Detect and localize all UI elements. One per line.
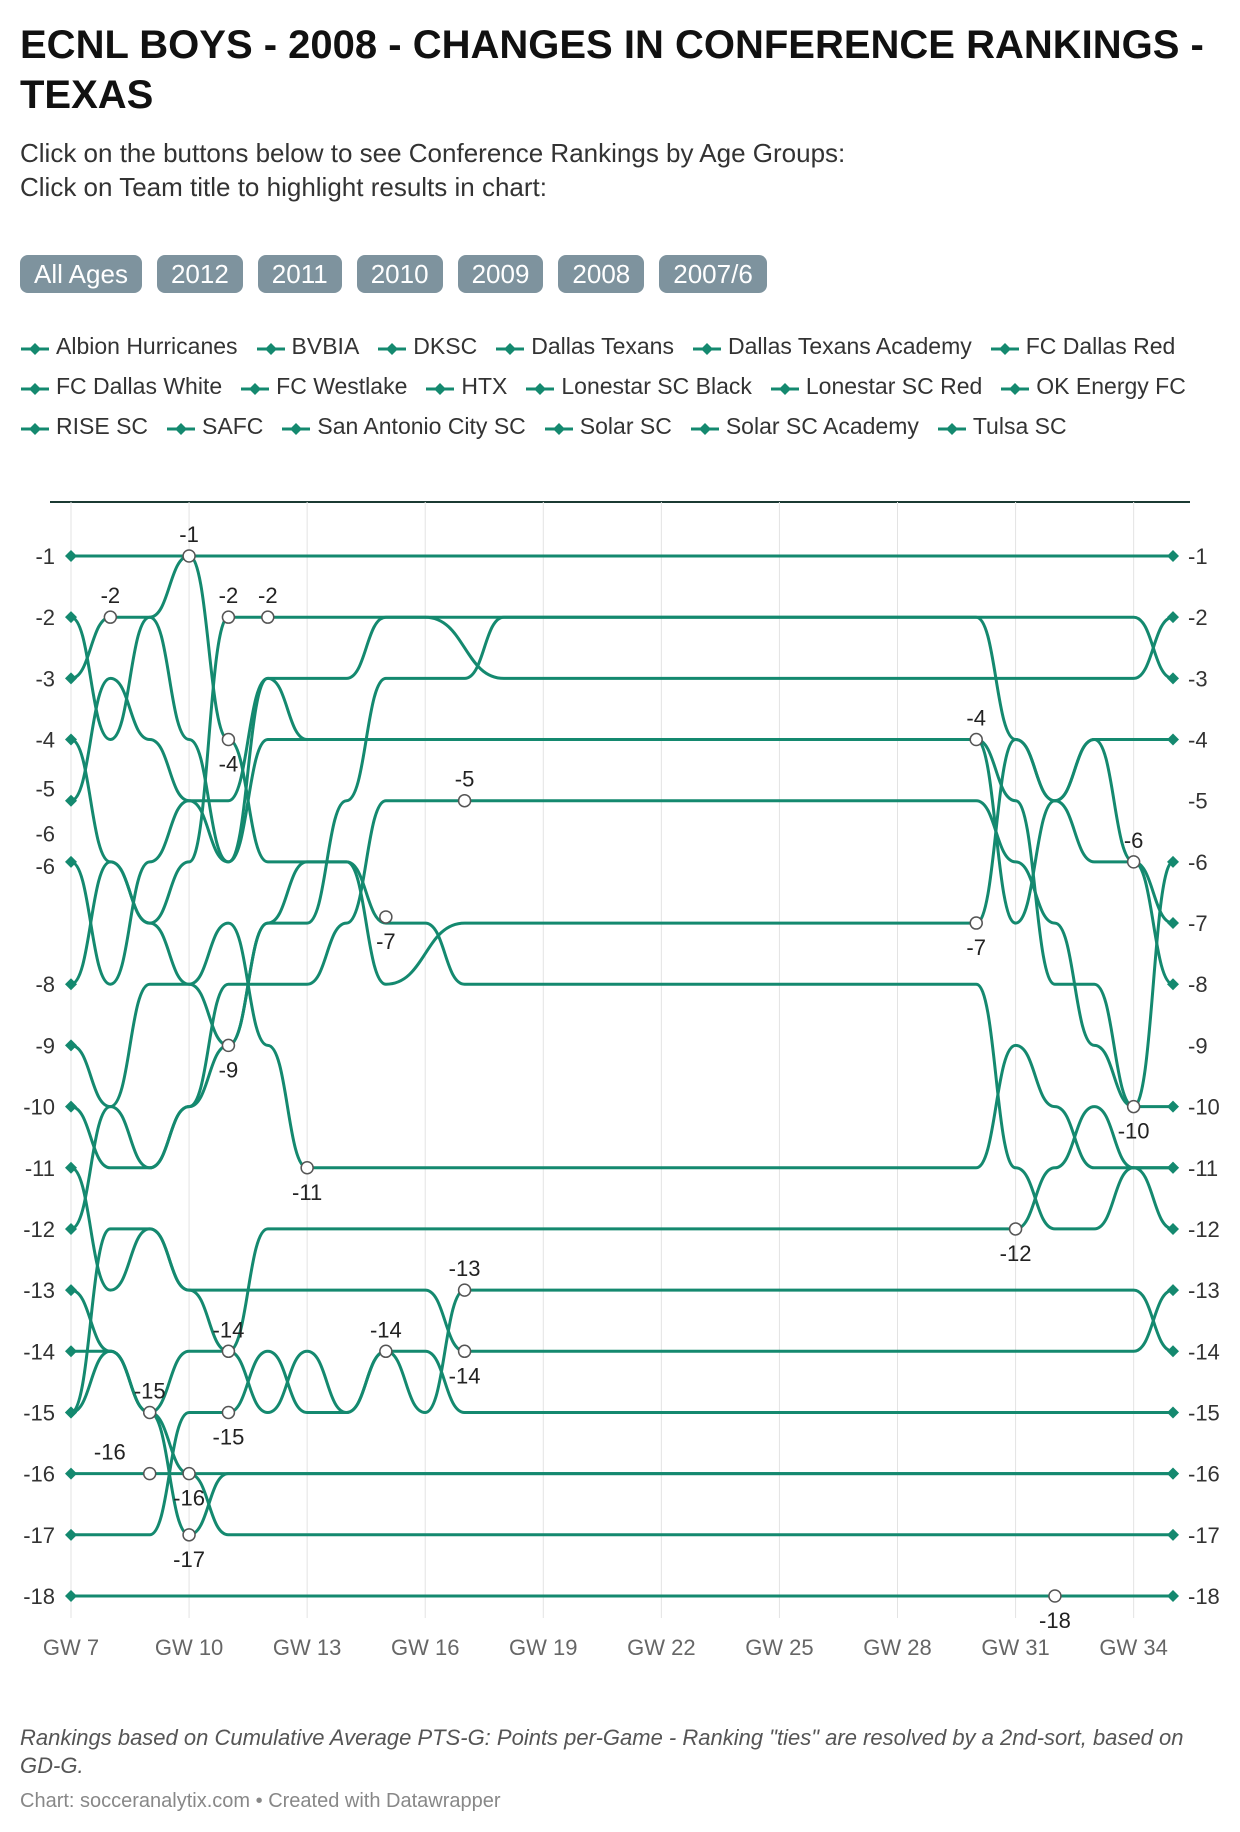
y-tick-label-left: -4: [35, 727, 55, 753]
legend-swatch: [770, 382, 800, 396]
annotation-label: -12: [999, 1240, 1032, 1266]
annotations: [94, 522, 1150, 1633]
series-end-marker: [1167, 1406, 1179, 1418]
annotation-label: -4: [218, 751, 239, 777]
legend-item-san-antonio-city-sc[interactable]: [281, 413, 525, 439]
legend-swatch: [937, 422, 967, 436]
annotation-marker: [970, 734, 982, 746]
annotation-marker: [222, 1406, 234, 1418]
annotation-marker: [183, 1529, 195, 1541]
y-tick-label-right: -14: [1188, 1339, 1220, 1365]
annotation-label: -5: [454, 766, 475, 792]
legend-label: FC Dallas White: [56, 373, 223, 399]
annotation-marker: [262, 611, 274, 623]
y-tick-label-right: -2: [1188, 605, 1208, 631]
series-albion-hurricanes[interactable]: [65, 550, 1179, 562]
button-2007-6[interactable]: 2007/6: [659, 255, 767, 293]
x-tick-label: GW 31: [981, 1635, 1050, 1660]
legend-label: DKSC: [413, 333, 478, 359]
legend: [20, 326, 1215, 446]
annotation-marker: [459, 1284, 471, 1296]
button-2012[interactable]: 2012: [157, 255, 243, 293]
button-2009[interactable]: 2009: [458, 255, 544, 293]
annotation-label: -9: [218, 1057, 239, 1083]
button-all-ages[interactable]: All Ages: [20, 255, 142, 293]
y-tick-label-left: -17: [23, 1522, 55, 1548]
annotation-label: -14: [369, 1317, 402, 1343]
series-tulsa-sc[interactable]: [65, 1590, 1179, 1602]
y-tick-label-left: -1: [35, 544, 55, 569]
annotation-label: -16: [173, 1485, 205, 1511]
series-line[interactable]: [71, 617, 1173, 1045]
y-tick-label-right: -16: [1188, 1461, 1220, 1487]
legend-item-lonestar-sc-black[interactable]: [525, 373, 751, 399]
legend-swatch: [166, 422, 196, 436]
y-tick-label-left: -14: [23, 1339, 55, 1365]
annotation-marker: [1128, 856, 1140, 868]
y-tick-label-right: -15: [1188, 1400, 1220, 1426]
annotation-label: -2: [218, 583, 239, 609]
legend-item-rise-sc[interactable]: [20, 413, 148, 439]
y-tick-label-left: -2: [35, 605, 55, 631]
y-tick-label-left: -12: [23, 1216, 55, 1242]
legend-swatch: [425, 382, 455, 396]
y-axis-left: [23, 544, 55, 1609]
legend-label: Dallas Texans Academy: [727, 333, 972, 359]
y-tick-label-right: -5: [1188, 788, 1208, 814]
y-tick-label-right: -11: [1188, 1155, 1219, 1181]
legend-swatch: [20, 342, 50, 356]
series-start-marker: [65, 1284, 77, 1296]
series-end-marker: [1167, 550, 1179, 562]
x-tick-label: GW 16: [390, 1635, 460, 1660]
y-tick-label-right: -12: [1188, 1216, 1220, 1242]
annotation-label: -4: [966, 705, 986, 731]
annotation-label: -11: [292, 1179, 323, 1205]
annotation-marker: [183, 550, 195, 562]
legend-item-dallas-texans-academy[interactable]: [692, 333, 972, 359]
annotation-marker: [1010, 1223, 1022, 1235]
legend-label: Solar SC Academy: [725, 413, 919, 439]
button-2011[interactable]: 2011: [258, 255, 342, 293]
series-end-marker: [1167, 917, 1179, 929]
legend-item-solar-sc-academy[interactable]: [690, 413, 919, 439]
annotation-marker: [144, 1468, 156, 1480]
x-tick-label: GW 28: [863, 1635, 932, 1660]
legend-item-safc[interactable]: [166, 413, 263, 439]
series-dallas-texans-academy[interactable]: [65, 611, 1179, 807]
legend-swatch: [20, 382, 50, 396]
y-tick-label-left: -11: [24, 1155, 55, 1181]
legend-item-ok-energy-fc[interactable]: [1000, 373, 1186, 399]
annotation-marker: [380, 911, 392, 923]
description-line-2: Click on Team title to highlight results in chart:: [20, 172, 547, 202]
legend-item-dallas-texans[interactable]: [495, 333, 674, 359]
legend-swatch: [692, 342, 722, 356]
legend-swatch: [990, 342, 1020, 356]
x-tick-label: GW 34: [1099, 1635, 1168, 1660]
annotation-label: -2: [258, 583, 278, 609]
legend-label: FC Dallas Red: [1025, 333, 1176, 359]
y-tick-label-right: -10: [1188, 1094, 1220, 1120]
series-san-antonio-city-sc[interactable]: [65, 1468, 1179, 1480]
legend-item-albion-hurricanes[interactable]: [20, 333, 238, 359]
annotation-label: -7: [376, 928, 396, 954]
chart-source: Chart: socceranalytix.com • Created with Datawrapper: [20, 1790, 501, 1812]
y-tick-label-right: -6: [1188, 849, 1208, 875]
y-tick-label-left: -10: [23, 1094, 55, 1120]
chart-title: ECNL BOYS - 2008 - CHANGES IN CONFERENCE RANKINGS - TEXAS: [20, 23, 1204, 117]
series-end-marker: [1167, 1284, 1179, 1296]
series-start-marker: [65, 550, 77, 562]
legend-item-lonestar-sc-red[interactable]: [770, 373, 982, 399]
x-tick-label: GW 22: [627, 1635, 696, 1660]
y-axis-right: [1188, 544, 1220, 1609]
legend-item-fc-dallas-red[interactable]: [990, 333, 1176, 359]
description: [20, 136, 1200, 204]
series-start-marker: [65, 1468, 77, 1480]
series-end-marker: [1167, 1162, 1179, 1174]
annotation-marker: [222, 611, 234, 623]
legend-label: Tulsa SC: [972, 413, 1067, 439]
annotation-marker: [1049, 1590, 1061, 1602]
age-group-buttons: [20, 255, 767, 293]
annotation-marker: [970, 917, 982, 929]
y-tick-label-left: -6: [35, 821, 55, 847]
legend-label: OK Energy FC: [1036, 373, 1186, 399]
y-tick-label-right: -17: [1188, 1522, 1220, 1548]
series-start-marker: [65, 1345, 77, 1357]
legend-label: San Antonio City SC: [317, 413, 526, 439]
annotation-marker: [459, 1345, 471, 1357]
legend-label: HTX: [461, 373, 508, 399]
y-tick-label-right: -1: [1188, 544, 1208, 569]
annotation-label: -17: [173, 1546, 205, 1572]
annotation-label: -1: [179, 522, 199, 547]
legend-label: Solar SC: [579, 413, 672, 439]
series-start-marker: [65, 672, 77, 684]
legend-item-solar-sc[interactable]: [544, 413, 672, 439]
y-tick-label-left: -8: [35, 972, 55, 998]
legend-swatch: [377, 342, 407, 356]
annotation-marker: [222, 1345, 234, 1357]
annotation-label: -18: [1039, 1608, 1071, 1633]
legend-swatch: [495, 342, 525, 356]
annotation-label: -6: [1123, 827, 1144, 853]
description-line-1: Click on the buttons below to see Conference Rankings by Age Groups:: [20, 138, 846, 168]
y-tick-label-left: -18: [23, 1584, 55, 1609]
x-tick-label: GW 10: [154, 1635, 224, 1660]
series-dallas-texans[interactable]: [65, 617, 1179, 1045]
legend-item-dksc[interactable]: [377, 333, 477, 359]
annotation-marker: [222, 1039, 234, 1051]
y-tick-label-right: -4: [1188, 727, 1208, 753]
chart-notes: Rankings based on Cumulative Average PTS-G: Points per-Game - Ranking "ties" are resolved by a 2nd-sort, based on GD-G.: [20, 1725, 1184, 1778]
y-tick-label-left: -9: [35, 1033, 55, 1059]
legend-item-bvbia[interactable]: [256, 333, 360, 359]
legend-item-htx[interactable]: [425, 373, 507, 399]
legend-swatch: [525, 382, 555, 396]
annotation-marker: [301, 1162, 313, 1174]
x-tick-label: GW 19: [509, 1635, 578, 1660]
y-tick-label-left: -3: [35, 666, 55, 692]
y-tick-label-left: -16: [23, 1461, 55, 1487]
series-fc-dallas-white[interactable]: [65, 617, 1179, 990]
series-end-marker: [1167, 1529, 1179, 1541]
annotation-marker: [144, 1406, 156, 1418]
y-tick-label-right: -7: [1188, 911, 1208, 937]
y-tick-label-left: -6: [35, 853, 55, 879]
legend-swatch: [240, 382, 270, 396]
series-end-marker: [1167, 1101, 1179, 1113]
series-start-marker: [65, 1590, 77, 1602]
annotation-marker: [459, 795, 471, 807]
x-tick-label: GW 13: [272, 1635, 342, 1660]
legend-item-tulsa-sc[interactable]: [937, 413, 1067, 439]
legend-item-fc-dallas-white[interactable]: [20, 373, 222, 399]
y-tick-label-left: -5: [35, 776, 55, 802]
series-end-marker: [1167, 1468, 1179, 1480]
series-end-marker: [1167, 1223, 1179, 1235]
legend-label: Lonestar SC Black: [561, 373, 752, 399]
series-line[interactable]: [71, 678, 1173, 1106]
annotation-marker: [1128, 1101, 1140, 1113]
legend-label: BVBIA: [291, 333, 360, 359]
y-tick-label-left: -13: [23, 1278, 55, 1304]
legend-item-fc-westlake[interactable]: [240, 373, 407, 399]
series-start-marker: [65, 1039, 77, 1051]
y-tick-label-right: -13: [1188, 1278, 1220, 1304]
series-start-marker: [65, 1529, 77, 1541]
annotation-label: -2: [100, 583, 121, 609]
series-end-marker: [1167, 1590, 1179, 1602]
legend-swatch: [544, 422, 574, 436]
annotation-marker: [222, 734, 234, 746]
annotation-label: -15: [212, 1424, 245, 1450]
y-tick-label-right: -18: [1188, 1584, 1220, 1609]
annotation-label: -13: [448, 1256, 481, 1282]
x-tick-label: GW 25: [745, 1635, 814, 1660]
y-tick-label-left: -15: [23, 1400, 55, 1426]
legend-swatch: [20, 422, 50, 436]
annotation-marker: [183, 1468, 195, 1480]
series-end-marker: [1167, 672, 1179, 684]
annotation-label: -16: [93, 1439, 126, 1465]
legend-swatch: [690, 422, 720, 436]
legend-swatch: [1000, 382, 1030, 396]
legend-swatch: [256, 342, 286, 356]
legend-label: RISE SC: [56, 413, 149, 439]
legend-label: Lonestar SC Red: [805, 373, 983, 399]
y-tick-label-right: -8: [1188, 972, 1208, 998]
annotation-label: -14: [212, 1317, 245, 1343]
series-end-marker: [1167, 734, 1179, 746]
annotation-label: -15: [133, 1378, 166, 1404]
legend-label: Dallas Texans: [531, 333, 674, 359]
annotation-marker: [104, 611, 116, 623]
annotation-label: -7: [966, 935, 986, 961]
annotation-marker: [380, 1345, 392, 1357]
legend-label: FC Westlake: [276, 373, 408, 399]
series-start-marker: [65, 1101, 77, 1113]
legend-swatch: [281, 422, 311, 436]
legend-label: Albion Hurricanes: [56, 333, 238, 359]
button-2010[interactable]: 2010: [357, 255, 443, 293]
annotation-label: -14: [448, 1363, 481, 1389]
line-chart: [0, 480, 1240, 1680]
annotation-label: -10: [1117, 1118, 1150, 1144]
y-tick-label-right: -9: [1188, 1033, 1208, 1059]
y-tick-label-right: -3: [1188, 666, 1208, 692]
series-end-marker: [1167, 1345, 1179, 1357]
x-axis: [43, 1635, 1168, 1660]
series-line[interactable]: [71, 862, 1173, 1229]
x-tick-label: GW 7: [42, 1635, 100, 1660]
series-end-marker: [1167, 611, 1179, 623]
button-2008[interactable]: 2008: [558, 255, 644, 293]
legend-label: SAFC: [202, 413, 264, 439]
